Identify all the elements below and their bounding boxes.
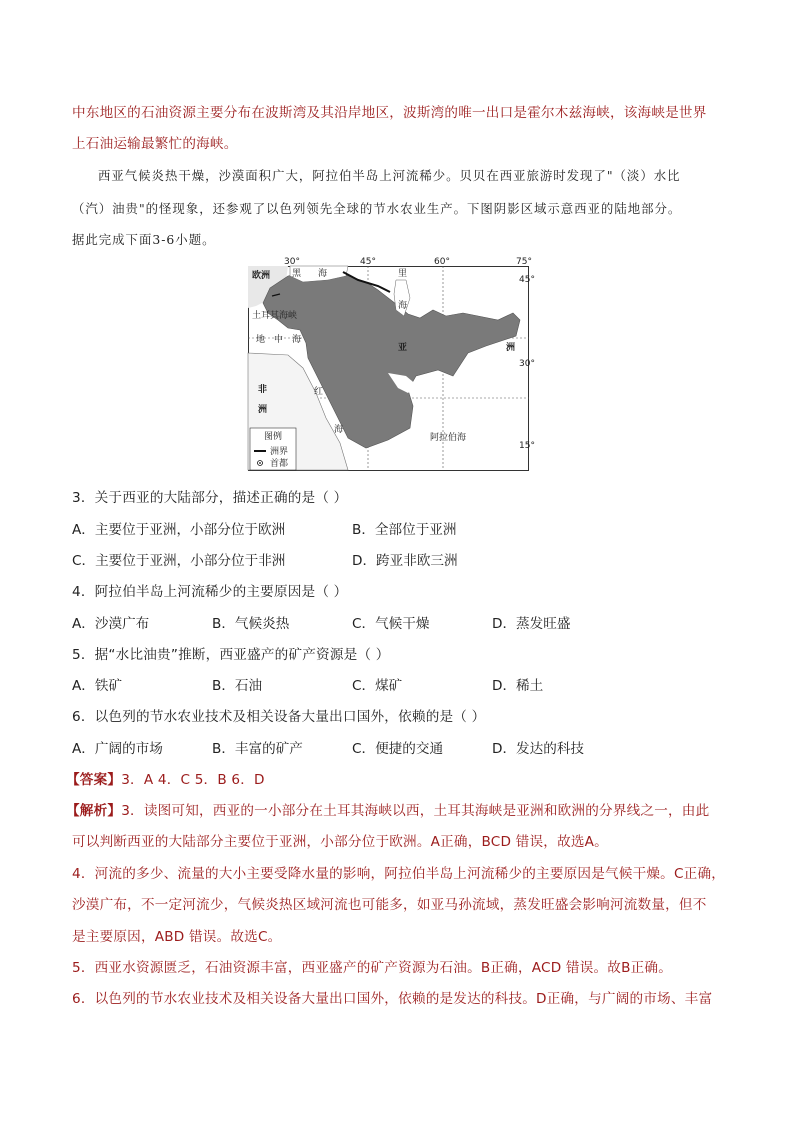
question-6-stem: 6．以色列的节水农业技术及相关设备大量出口国外，依赖的是（ ） [72,709,486,725]
africa-label-1: 非 [258,385,268,395]
q3-option-b[interactable]: B．全部位于亚洲 [352,522,457,538]
caspian-label-2: 海 [398,301,408,311]
analysis-tag: 【解析】 [66,803,122,819]
answer-tag: 【答案】 [66,772,122,788]
q4-option-c[interactable]: C．气候干燥 [352,616,430,632]
q6-option-d[interactable]: D．发达的科技 [492,741,585,757]
passage-line-1: 西亚气候炎热干燥，沙漠面积广大，阿拉伯半岛上河流稀少。贝贝在西亚旅游时发现了"（淡）水比 [98,168,681,183]
question-5-stem: 5．据“水比油贵”推断，西亚盛产的矿产资源是（ ） [72,647,390,663]
lon-45-label: 45° [360,257,376,267]
analysis-line-6: 5．西亚水资源匮乏，石油资源丰富，西亚盛产的矿产资源为石油。B正确，ACD 错误。故B正确。 [72,960,672,976]
intro-line-2: 上石油运输最繁忙的海峡。 [72,136,238,152]
q5-option-d[interactable]: D．稀土 [492,678,544,694]
legend-title: 图例 [264,432,283,442]
caspian-label-1: 里 [398,269,408,279]
q3-option-d[interactable]: D．跨亚非欧三洲 [352,553,458,569]
q5-option-a[interactable]: A．铁矿 [72,678,123,694]
asia-label-1: 亚 [398,343,408,353]
analysis-line-2: 可以判断西亚的大陆部分主要位于亚洲，小部分位于欧洲。A正确，BCD 错误，故选A。 [72,834,608,850]
west-asia-map [248,257,535,471]
black-sea-label-1: 黑 [292,269,302,279]
map-legend [250,428,296,470]
africa-label-2: 洲 [258,405,268,415]
lon-30-label: 30° [284,257,300,267]
analysis-line-3: 4．河流的多少、流量的大小主要受降水量的影响，阿拉伯半岛上河流稀少的主要原因是气候干燥。C正确， [72,866,726,882]
medi-label-1: 地 [256,335,266,345]
lat-15-label: 15° [519,441,535,451]
red-sea-label-2: 海 [334,425,344,435]
lon-75-label: 75° [516,257,532,267]
red-sea-label-1: 红 [314,387,324,397]
lon-60-label: 60° [434,257,450,267]
black-sea-label-2: 海 [318,269,328,279]
q5-option-c[interactable]: C．煤矿 [352,678,403,694]
analysis-line-5: 是主要原因，ABD 错误。故选C。 [72,929,282,945]
passage-line-3: 据此完成下面3-6小题。 [72,232,216,247]
answer-line [66,768,265,788]
intro-line-1: 中东地区的石油资源主要分布在波斯湾及其沿岸地区，波斯湾的唯一出口是霍尔木兹海峡，该海峡是世界 [72,105,707,121]
passage-line-2: （汽）油贵"的怪现象，还参观了以色列领先全球的节水农业生产。下图阴影区域示意西亚的陆地部分。 [72,201,682,216]
q4-option-b[interactable]: B．气候炎热 [212,616,290,632]
analysis-text-1: 3．读图可知，西亚的一小部分在土耳其海峡以西，土耳其海峡是亚洲和欧洲的分界线之一，由此 [121,803,710,819]
question-4-stem: 4．阿拉伯半岛上河流稀少的主要原因是（ ） [72,584,348,600]
strait-label: 土耳其海峡 [252,311,298,321]
answer-text: 3．A 4．C 5．B 6．D [121,772,265,788]
europe-label: 欧洲 [252,271,271,281]
q3-option-c[interactable]: C．主要位于亚洲，小部分位于非洲 [72,553,286,569]
q6-option-b[interactable]: B．丰富的矿产 [212,741,303,757]
medi-label-3: 海 [292,335,302,345]
q5-option-b[interactable]: B．石油 [212,678,263,694]
legend-boundary: 洲界 [270,447,289,457]
analysis-line-1 [66,799,709,819]
q4-option-d[interactable]: D．蒸发旺盛 [492,616,571,632]
legend-capital: 首都 [270,459,289,469]
question-3-stem: 3．关于西亚的大陆部分，描述正确的是（ ） [72,490,348,506]
q6-option-a[interactable]: A．广阔的市场 [72,741,163,757]
asia-label-2: 洲 [506,343,516,353]
arabian-sea-label: 阿拉伯海 [430,433,467,443]
analysis-line-7: 6．以色列的节水农业技术及相关设备大量出口国外，依赖的是发达的科技。D正确，与广阔的市场、丰富 [72,991,713,1007]
medi-label-2: 中 [274,335,284,345]
q4-option-a[interactable]: A．沙漠广布 [72,616,150,632]
q3-option-a[interactable]: A．主要位于亚洲，小部分位于欧洲 [72,522,286,538]
q6-option-c[interactable]: C．便捷的交通 [352,741,444,757]
lat-30-label: 30° [519,359,535,369]
lat-45-label: 45° [519,275,535,285]
analysis-line-4: 沙漠广布，不一定河流少，气候炎热区域河流也可能多，如亚马孙流域，蒸发旺盛会影响河流数量，但不 [72,897,707,913]
